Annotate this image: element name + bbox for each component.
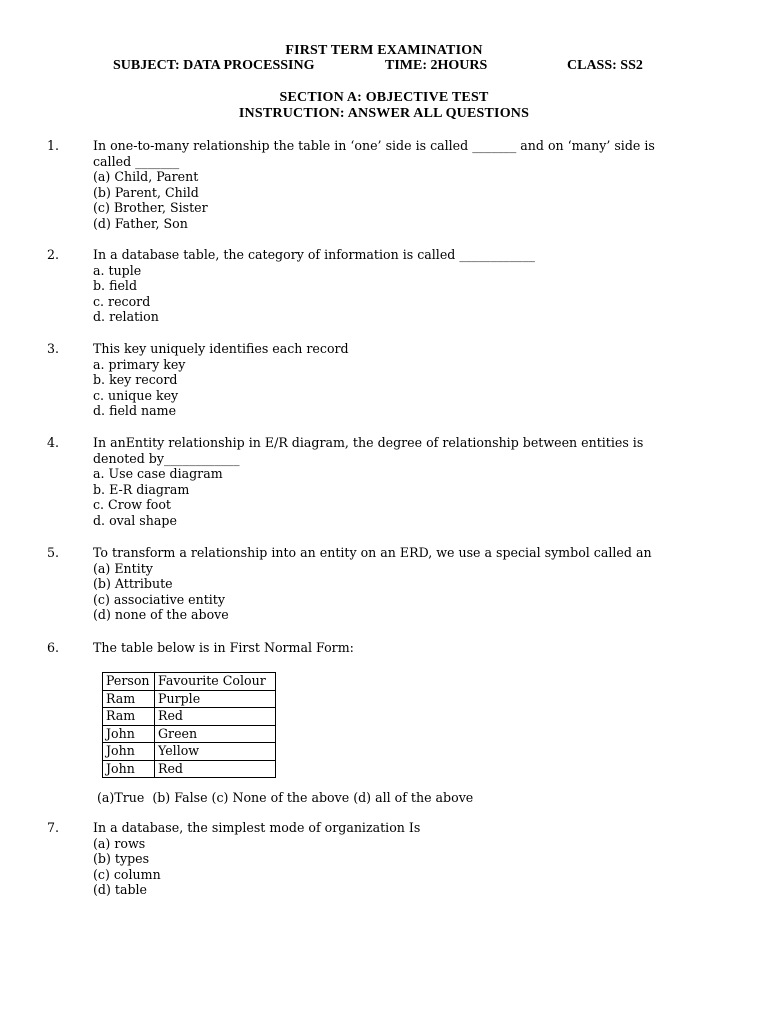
table-row: [103, 743, 276, 761]
option-b: b. key record: [93, 372, 178, 388]
option-b: (b) Parent, Child: [93, 184, 199, 200]
question-number: 7.: [47, 820, 60, 835]
exam-title: FIRST TERM EXAMINATION: [285, 43, 483, 58]
option-a: (a) Entity: [93, 560, 153, 576]
question-number: 1.: [47, 138, 60, 153]
option-d: (d) table: [93, 882, 148, 898]
table-cell: Red: [155, 708, 276, 726]
table-row: [103, 725, 276, 743]
option-c: c. unique key: [93, 387, 179, 403]
option-a: (a) rows: [93, 835, 146, 851]
question-text-line: To transform a relationship into an entity on an ERD, we use a special symbol called an: [93, 545, 652, 560]
option-b: b. E-R diagram: [93, 481, 190, 497]
question-text-line: In anEntity relationship in E/R diagram, the degree of relationship between entities is: [93, 435, 644, 450]
table-header-cell: Favourite Colour: [155, 673, 276, 691]
question-number: 5.: [47, 545, 60, 560]
option-a: a. tuple: [93, 262, 142, 278]
instruction-text: INSTRUCTION: ANSWER ALL QUESTIONS: [238, 106, 530, 121]
option-c: (c) column: [93, 866, 161, 882]
option-c: (c) associative entity: [93, 591, 225, 607]
time-label: TIME: 2HOURS: [385, 58, 488, 73]
question-text-line: This key uniquely identifies each record: [93, 341, 349, 356]
table-cell: Red: [155, 760, 276, 778]
question-text-line: In one-to-many relationship the table in ‘one’ side is called _______ and on ‘many’ side is: [93, 138, 655, 153]
exam-meta-row: [0, 58, 768, 76]
table-row: [103, 760, 276, 778]
option-d: (d) Father, Son: [93, 215, 188, 231]
question-6-options: (a)True (b) False (c) None of the above (d) all of the above: [97, 790, 474, 805]
table-cell: John: [103, 725, 155, 743]
class-label: CLASS: SS2: [567, 58, 643, 73]
question-text-line: called _______: [93, 153, 180, 169]
question-text-line: The table below is in First Normal Form:: [93, 640, 354, 655]
table-cell: John: [103, 743, 155, 761]
question-text-line: In a database table, the category of information is called ____________: [93, 247, 535, 262]
option-a: a. primary key: [93, 356, 186, 372]
option-b: b. field: [93, 278, 138, 294]
table-cell: Green: [155, 725, 276, 743]
table-cell: Ram: [103, 708, 155, 726]
option-a: (a) Child, Parent: [93, 169, 199, 185]
question-text-line: denoted by____________: [93, 450, 240, 466]
table-cell: Yellow: [155, 743, 276, 761]
option-b: (b) Attribute: [93, 576, 173, 592]
option-d: d. field name: [93, 403, 177, 419]
option-c: (c) Brother, Sister: [93, 200, 208, 216]
table-cell: John: [103, 760, 155, 778]
option-b: (b) types: [93, 851, 150, 867]
option-d: d. oval shape: [93, 512, 177, 528]
section-title: SECTION A: OBJECTIVE TEST: [279, 90, 489, 105]
option-a: a. Use case diagram: [93, 466, 223, 482]
table-row: [103, 708, 276, 726]
question-number: 4.: [47, 435, 60, 450]
option-c: c. record: [93, 293, 151, 309]
question-text-line: In a database, the simplest mode of organization Is: [93, 820, 421, 835]
question-number: 6.: [47, 640, 60, 655]
normal-form-table: [102, 672, 276, 778]
table-header-cell: Person: [103, 673, 155, 691]
option-d: d. relation: [93, 309, 159, 325]
question-number: 3.: [47, 341, 60, 356]
table-header-row: [103, 673, 276, 691]
option-d: (d) none of the above: [93, 607, 229, 623]
option-c: c. Crow foot: [93, 497, 171, 513]
table-cell: Purple: [155, 690, 276, 708]
table-cell: Ram: [103, 690, 155, 708]
question-number: 2.: [47, 247, 60, 262]
table-row: [103, 690, 276, 708]
subject-label: SUBJECT: DATA PROCESSING: [113, 58, 315, 73]
